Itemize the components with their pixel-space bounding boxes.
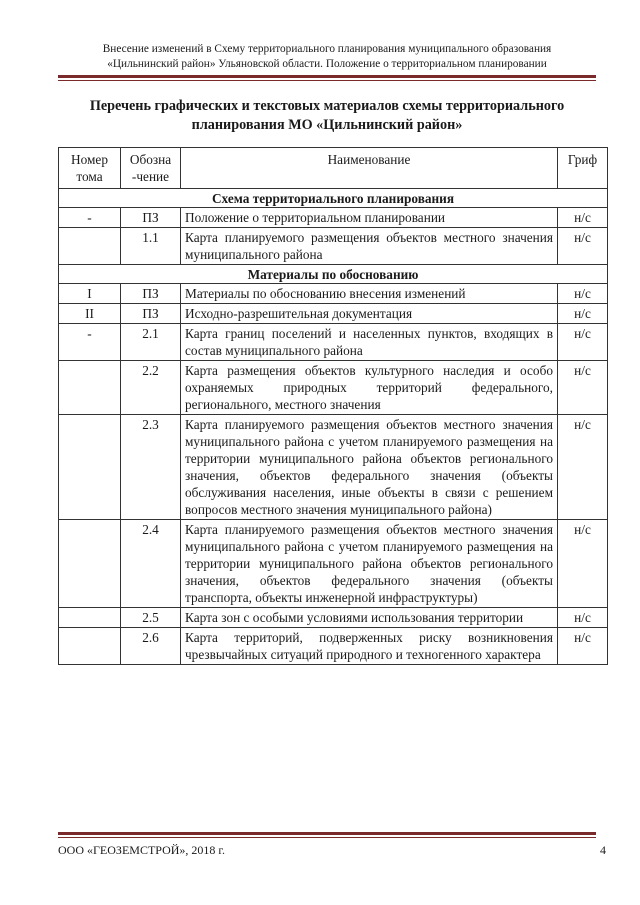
table-row: [59, 608, 608, 628]
cell-code: 1.1: [121, 228, 181, 265]
section-title: Схема территориального планирования: [59, 189, 608, 208]
cell-volume: [59, 415, 121, 520]
table-row: [59, 361, 608, 415]
section-row-territorial-planning: [59, 189, 608, 208]
cell-name: Карта территорий, подверженных риску возникновения чрезвычайных ситуаций природного и техногенного характера: [181, 628, 558, 665]
cell-volume: I: [59, 284, 121, 304]
cell-name: Исходно-разрешительная документация: [181, 304, 558, 324]
cell-code: 2.5: [121, 608, 181, 628]
section-title: Материалы по обоснованию: [59, 265, 608, 284]
table-row: [59, 324, 608, 361]
running-header: [58, 42, 596, 72]
cell-grif: н/с: [558, 324, 608, 361]
page-number: 4: [600, 843, 606, 857]
cell-volume: [59, 608, 121, 628]
cell-volume: II: [59, 304, 121, 324]
cell-code: 2.6: [121, 628, 181, 665]
cell-volume: -: [59, 208, 121, 228]
cell-name: Карта зон с особыми условиями использования территории: [181, 608, 558, 628]
header-designation: Обозна -чение: [121, 148, 181, 189]
running-header-line-2: «Цильнинский район» Ульяновской области. Положение о территориальном планировании: [107, 58, 547, 70]
cell-code: 2.1: [121, 324, 181, 361]
cell-code: 2.3: [121, 415, 181, 520]
cell-grif: н/с: [558, 628, 608, 665]
cell-name: Карта границ поселений и населенных пунктов, входящих в состав муниципального района: [181, 324, 558, 361]
document-title-line-2: планирования МО «Цильнинский район»: [191, 117, 463, 133]
document-title: [70, 97, 584, 135]
cell-name: Карта планируемого размещения объектов местного значения муниципального района с учетом планируемого размещения на территории муниципального района объектов регионального значения, объектов федерального значения (объекты транспорта, объекты инженерной инфраструктуры): [181, 520, 558, 608]
cell-grif: н/с: [558, 415, 608, 520]
table-row: [59, 415, 608, 520]
cell-code: ПЗ: [121, 304, 181, 324]
cell-code: 2.4: [121, 520, 181, 608]
footer-rule-thick: [58, 832, 596, 835]
cell-name: Положение о территориальном планировании: [181, 208, 558, 228]
footer-company: ООО «ГЕОЗЕМСТРОЙ», 2018 г.: [58, 843, 225, 857]
table-header-row: [59, 148, 608, 189]
materials-table: [58, 147, 608, 665]
header-name: Наименование: [181, 148, 558, 189]
table-row: [59, 208, 608, 228]
cell-grif: н/с: [558, 608, 608, 628]
header-rule-thin: [58, 80, 596, 81]
table-row: [59, 284, 608, 304]
cell-name: Карта планируемого размещения объектов местного значения муниципального района: [181, 228, 558, 265]
header-rule-thick: [58, 75, 596, 78]
cell-name: Карта размещения объектов культурного наследия и особо охраняемых природных территорий федерального, регионального, местного значения: [181, 361, 558, 415]
document-title-line-1: Перечень графических и текстовых материалов схемы территориального: [89, 98, 565, 114]
table-row: [59, 520, 608, 608]
cell-grif: н/с: [558, 228, 608, 265]
cell-code: ПЗ: [121, 208, 181, 228]
cell-volume: [59, 628, 121, 665]
cell-grif: н/с: [558, 208, 608, 228]
cell-grif: н/с: [558, 284, 608, 304]
section-row-justification-materials: [59, 265, 608, 284]
footer-rule-thin: [58, 837, 596, 838]
cell-volume: [59, 361, 121, 415]
cell-volume: -: [59, 324, 121, 361]
cell-grif: н/с: [558, 304, 608, 324]
running-header-line-1: Внесение изменений в Схему территориального планирования муниципального образования: [102, 43, 552, 55]
header-classification: Гриф: [558, 148, 608, 189]
cell-volume: [59, 520, 121, 608]
table-row: [59, 628, 608, 665]
cell-grif: н/с: [558, 361, 608, 415]
table-row: [59, 304, 608, 324]
cell-name: Материалы по обоснованию внесения изменений: [181, 284, 558, 304]
cell-code: 2.2: [121, 361, 181, 415]
header-volume-number: Номер тома: [59, 148, 121, 189]
table-row: [59, 228, 608, 265]
cell-name: Карта планируемого размещения объектов местного значения муниципального района с учетом планируемого размещения на территории муниципального района объектов регионального значения, объектов федерального значения (объекты обслуживания населения, иные объекты в связи с решением вопросов местного значения муниципального района): [181, 415, 558, 520]
cell-grif: н/с: [558, 520, 608, 608]
cell-volume: [59, 228, 121, 265]
cell-code: ПЗ: [121, 284, 181, 304]
